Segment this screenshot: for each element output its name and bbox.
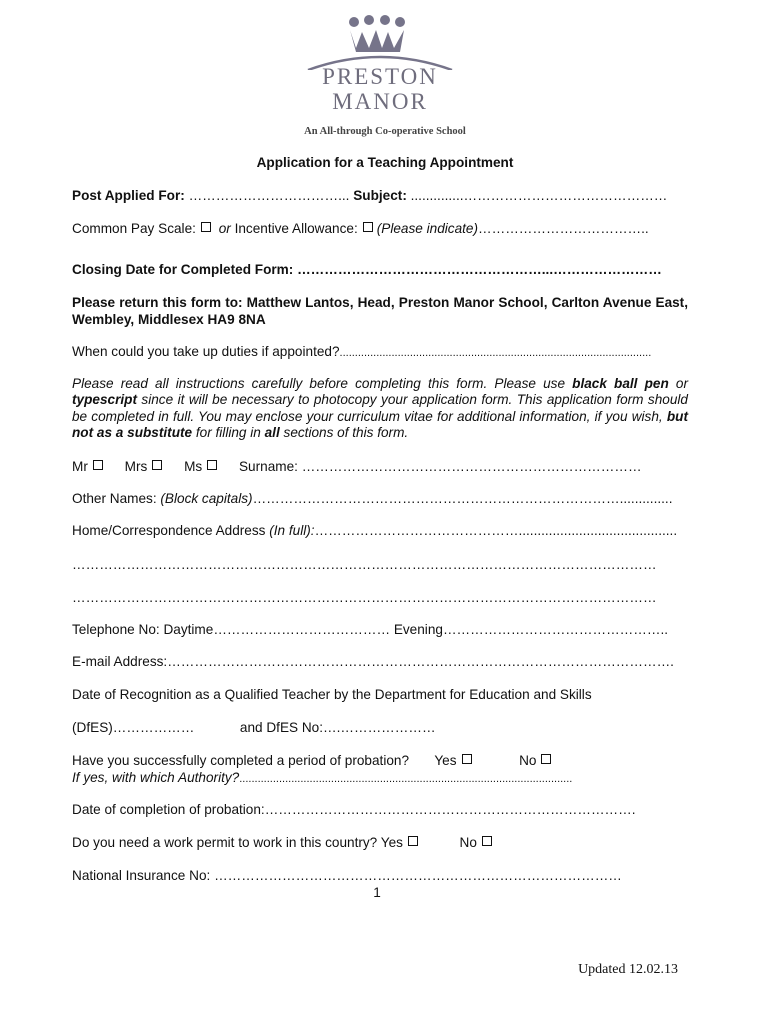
pay-scale-checkbox[interactable]: [201, 222, 211, 232]
instructions-text-3: since it will be necessary to photocopy your application form. This application form should be completed in full. You may enclose your curriculum vitae for additional information, if you wish,: [72, 392, 688, 424]
ms-checkbox[interactable]: [207, 460, 217, 470]
telephone-row: [72, 622, 668, 638]
instructions-bold-4: all: [264, 424, 280, 440]
work-permit-row: [72, 835, 496, 851]
address-field-1[interactable]: ………………………………………..........................................: [314, 523, 678, 538]
return-address: Please return this form to: Matthew Lantos, Head, Preston Manor School, Carlton Avenue East, Wembley, Middlesex HA9 8NA: [72, 295, 688, 327]
probation-yes-checkbox[interactable]: [462, 754, 472, 764]
email-row: [72, 654, 674, 670]
pay-scale-label: Common Pay Scale:: [72, 221, 196, 236]
post-row: [72, 188, 667, 204]
closing-row: [72, 262, 662, 278]
mrs-label: Mrs: [124, 459, 148, 474]
telephone-evening-label: Evening: [393, 622, 443, 637]
dfes-no-field[interactable]: ….…………………: [323, 720, 436, 735]
incentive-checkbox[interactable]: [363, 222, 373, 232]
probation-no-checkbox[interactable]: [541, 754, 551, 764]
dfes-label: (DfES): [72, 720, 113, 735]
ni-field[interactable]: ………………………………………………………………………………: [214, 868, 622, 883]
crown-icon: [290, 8, 470, 70]
mr-checkbox[interactable]: [93, 460, 103, 470]
dfes-date-field[interactable]: ………………: [112, 720, 195, 735]
ni-row: [72, 868, 622, 884]
surname-field[interactable]: …………………………………………………………………: [301, 459, 642, 474]
email-field[interactable]: ………………………………………………………………………………………………….: [167, 654, 674, 669]
probation-row: [72, 753, 555, 769]
form-title: Application for a Teaching Appointment: [256, 155, 514, 170]
dfes-no-label: and DfES No:: [239, 720, 324, 735]
other-names-field[interactable]: ………………………………………………………………………..............: [252, 491, 673, 506]
telephone-evening-field[interactable]: …………………………………………..: [442, 622, 668, 637]
duties-label: When could you take up duties if appointed?: [72, 344, 340, 359]
subject-label: Subject:: [353, 188, 407, 203]
pay-row: [72, 221, 649, 237]
authority-field[interactable]: .............................................................................................................: [239, 773, 573, 785]
instructions-bold-3: but not as a substitute: [72, 408, 688, 440]
authority-label: If yes, with which Authority?: [72, 770, 240, 785]
work-permit-no-label: No: [459, 835, 477, 850]
or-label: or: [218, 221, 231, 236]
logo-line2: MANOR: [332, 89, 428, 114]
mr-label: Mr: [72, 459, 88, 474]
telephone-daytime-field[interactable]: …………………………………: [213, 622, 391, 637]
work-permit-no-checkbox[interactable]: [482, 836, 492, 846]
page-number: 1: [373, 885, 381, 900]
probation-no-label: No: [519, 753, 537, 768]
probation-date-label: Date of completion of probation:: [72, 802, 265, 817]
dfes-row: [72, 720, 436, 736]
recognition-label: Date of Recognition as a Qualified Teacher by the Department for Education and Skills: [72, 687, 592, 702]
updated-date: Updated 12.02.13: [578, 962, 678, 977]
instructions-text-1: Please read all instructions carefully before completing this form. Please use: [72, 376, 573, 391]
indicate-label: (Please indicate): [376, 221, 478, 236]
post-field[interactable]: ……………………………...: [188, 188, 350, 203]
closing-label: Closing Date for Completed Form:: [72, 262, 294, 277]
surname-label: Surname:: [238, 459, 298, 474]
instructions-text-4: for filling in: [192, 424, 265, 440]
email-label: E-mail Address:: [72, 654, 168, 669]
incentive-label: Incentive Allowance:: [234, 221, 358, 236]
logo-line1: PRESTON: [322, 64, 438, 89]
work-permit-label: Do you need a work permit to work in this country? Yes: [72, 835, 403, 850]
instructions-paragraph: [72, 376, 688, 441]
address-hint: (In full):: [269, 523, 315, 538]
mrs-checkbox[interactable]: [152, 460, 162, 470]
incentive-field[interactable]: ………………………………..: [478, 221, 649, 236]
ms-label: Ms: [184, 459, 203, 474]
instructions-bold-1: black ball pen: [572, 376, 669, 391]
ni-label: National Insurance No:: [72, 868, 211, 883]
instructions-text-2: or: [668, 376, 688, 391]
probation-yes-label: Yes: [434, 753, 457, 768]
telephone-daytime-label: Telephone No: Daytime: [72, 622, 214, 637]
address-field-2[interactable]: …………………………………………………………………………………………………………………: [72, 557, 657, 572]
post-label: Post Applied For:: [72, 188, 185, 203]
probation-label: Have you successfully completed a period of probation?: [72, 753, 410, 768]
other-names-label: Other Names:: [72, 491, 157, 506]
other-names-row: [72, 491, 672, 507]
instructions-text-5: sections of this form.: [279, 424, 409, 440]
address-row: [72, 523, 677, 539]
closing-field[interactable]: ………………………………………………...……………………: [297, 262, 662, 277]
school-tagline: An All-through Co-operative School: [304, 126, 466, 137]
duties-field[interactable]: ......................................................................................................: [339, 347, 652, 359]
work-permit-yes-checkbox[interactable]: [408, 836, 418, 846]
subject-field[interactable]: ..............………………………………………: [410, 188, 668, 203]
instructions-bold-2: typescript: [72, 392, 137, 408]
authority-row: [72, 770, 572, 787]
other-names-hint: (Block capitals): [160, 491, 253, 506]
probation-date-row: [72, 802, 636, 818]
probation-date-field[interactable]: ……………………………………………………………………….: [264, 802, 636, 817]
address-label: Home/Correspondence Address: [72, 523, 266, 538]
duties-row: [72, 344, 651, 361]
address-field-3[interactable]: …………………………………………………………………………………………………………………: [72, 590, 657, 605]
name-row: [72, 459, 642, 475]
